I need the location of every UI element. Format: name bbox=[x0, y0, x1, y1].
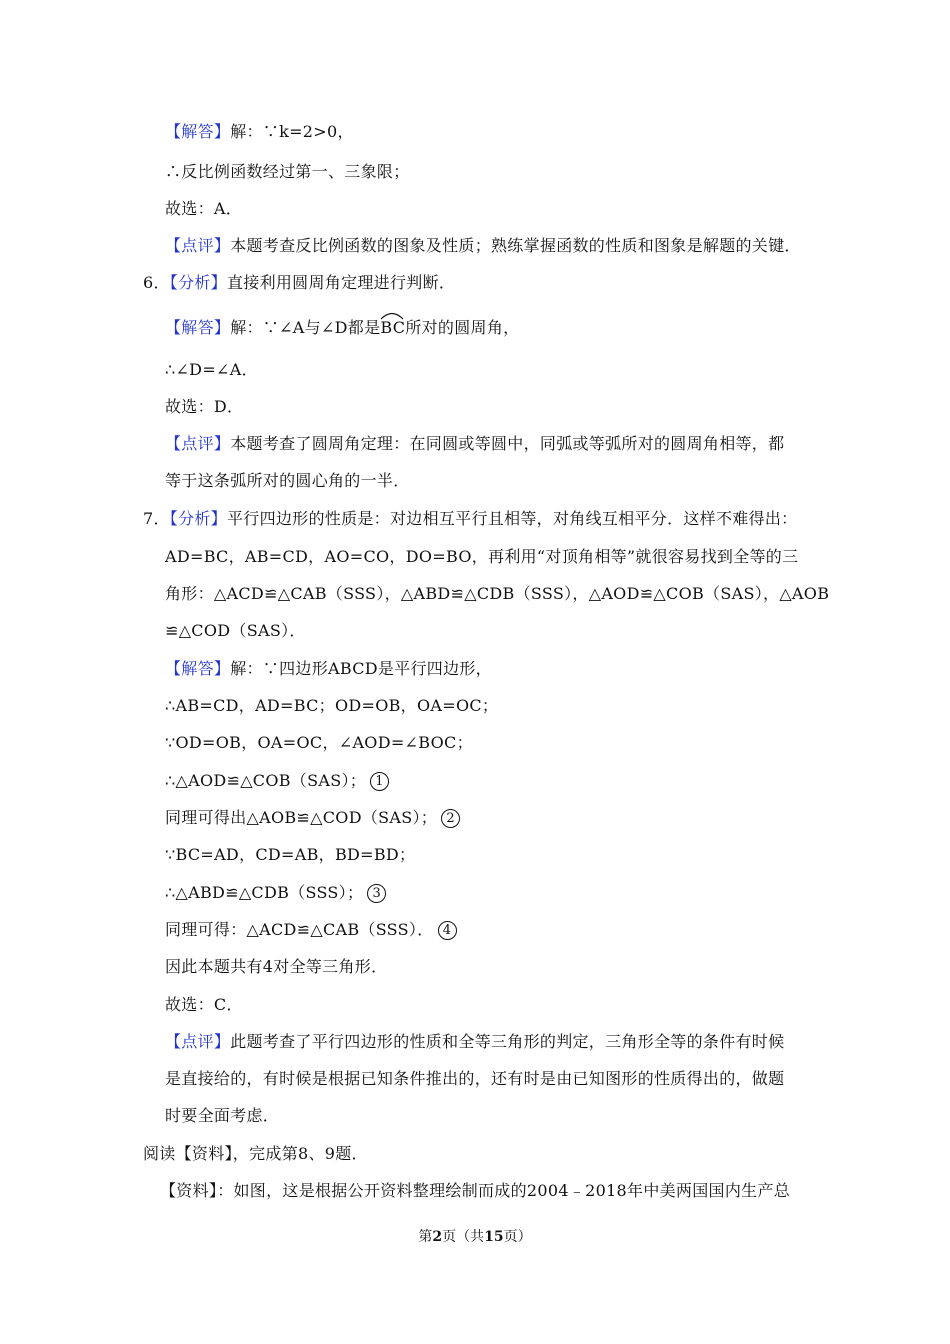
analysis-tag: 【分析】 bbox=[169, 273, 227, 292]
q7-analysis-line bbox=[143, 509, 798, 529]
circled-number-4: 4 bbox=[438, 921, 457, 940]
reading-material: 【资料】：如图，这是根据公开资料整理绘制而成的2004﹣2018年中美两国国内生产总 bbox=[160, 1181, 791, 1200]
q6-comment-line bbox=[165, 434, 784, 454]
q7-line5-text: 同理可得出△AOB≌△COD（SAS）； bbox=[165, 808, 438, 827]
q7-line3: ∵OD=OB，OA=OC，∠AOD=∠BOC； bbox=[165, 733, 473, 752]
footer-post: 页） bbox=[503, 1229, 532, 1245]
q6-answer-pre: 解：∵∠A与∠D都是 bbox=[230, 318, 381, 337]
circled-number-2: 2 bbox=[441, 809, 460, 828]
q7-answer-line bbox=[165, 659, 492, 679]
q7-analysis-line3: 角形：△ACD≌△CAB（SSS），△ABD≌△CDB（SSS），△AOD≌△COB（SAS），△AOB bbox=[165, 584, 830, 603]
q7-line4 bbox=[165, 771, 389, 791]
q7-line8-text: 同理可得：△ACD≌△CAB（SSS）． bbox=[165, 920, 434, 939]
answer-tag: 【解答】 bbox=[165, 318, 231, 337]
q5-choose: 故选：A． bbox=[165, 199, 243, 218]
q7-line6: ∵BC=AD，CD=AB，BD=BD； bbox=[165, 845, 416, 864]
footer-total-pages: 15 bbox=[484, 1229, 504, 1245]
q7-analysis-line4: ≌△COD（SAS）． bbox=[165, 621, 306, 640]
reading-instruction: 阅读【资料】，完成第8、9题． bbox=[143, 1144, 368, 1163]
q7-choose: 故选：C． bbox=[165, 995, 243, 1014]
circled-number-1: 1 bbox=[370, 772, 389, 791]
q7-comment-text: 此题考查了平行四边形的性质和全等三角形的判定，三角形全等的条件有时候 bbox=[230, 1032, 785, 1051]
q7-line7 bbox=[165, 883, 386, 903]
circled-number-3: 3 bbox=[367, 884, 386, 903]
q6-line2: ∴∠D=∠A． bbox=[165, 360, 258, 379]
q7-line7-text: ∴△ABD≌△CDB（SSS）； bbox=[165, 883, 364, 902]
q6-answer-line bbox=[165, 318, 519, 338]
q5-line2: ∴反比例函数经过第一、三象限； bbox=[165, 162, 410, 181]
q5-answer-line bbox=[165, 122, 354, 142]
comment-tag: 【点评】 bbox=[165, 1032, 231, 1051]
footer-page-number: 2 bbox=[432, 1229, 443, 1245]
q7-analysis-line2: AD=BC，AB=CD，AO=CO，DO=BO，再利用“对顶角相等”就很容易找到全等的三 bbox=[165, 547, 799, 566]
answer-tag: 【解答】 bbox=[165, 659, 231, 678]
q7-comment-line bbox=[165, 1032, 784, 1052]
q7-comment-line3: 时要全面考虑． bbox=[165, 1106, 280, 1125]
comment-tag: 【点评】 bbox=[165, 434, 231, 453]
q5-comment-line bbox=[165, 236, 801, 256]
page-footer bbox=[0, 1228, 950, 1246]
footer-mid: 页（共 bbox=[442, 1229, 485, 1245]
footer-pre: 第 bbox=[418, 1229, 433, 1245]
q7-line4-text: ∴△AOD≌△COB（SAS）； bbox=[165, 771, 367, 790]
q5-comment-text: 本题考查反比例函数的图象及性质；熟练掌握函数的性质和图象是解题的关键． bbox=[230, 236, 801, 255]
comment-tag: 【点评】 bbox=[165, 236, 231, 255]
arc-bc bbox=[380, 318, 405, 338]
q6-analysis-text: 直接利用圆周角定理进行判断． bbox=[226, 273, 456, 292]
arc-symbol-icon bbox=[379, 310, 405, 320]
q6-answer-post: 所对的圆周角， bbox=[405, 318, 520, 337]
q5-answer-text: 解：∵k=2>0， bbox=[230, 122, 354, 141]
arc-label: BC bbox=[380, 318, 406, 337]
q7-number: 7． bbox=[143, 509, 170, 528]
q7-line5 bbox=[165, 808, 460, 828]
q7-answer-text: 解：∵四边形ABCD是平行四边形， bbox=[230, 659, 492, 678]
q7-analysis-text: 平行四边形的性质是：对边相互平行且相等，对角线互相平分．这样不难得出： bbox=[226, 509, 798, 528]
q6-comment-line2: 等于这条弧所对的圆心角的一半． bbox=[165, 471, 410, 490]
q6-number: 6． bbox=[143, 273, 170, 292]
q6-comment-text: 本题考查了圆周角定理：在同圆或等圆中，同弧或等弧所对的圆周角相等，都 bbox=[230, 434, 785, 453]
analysis-tag: 【分析】 bbox=[169, 509, 227, 528]
q7-line2: ∴AB=CD，AD=BC；OD=OB，OA=OC； bbox=[165, 696, 499, 715]
answer-tag: 【解答】 bbox=[165, 122, 231, 141]
q7-line9: 因此本题共有4对全等三角形． bbox=[165, 957, 388, 976]
q6-analysis-line bbox=[143, 273, 455, 293]
q7-comment-line2: 是直接给的，有时候是根据已知条件推出的，还有时是由已知图形的性质得出的，做题 bbox=[165, 1069, 785, 1088]
q7-line8 bbox=[165, 920, 457, 940]
q6-choose: 故选：D． bbox=[165, 397, 244, 416]
